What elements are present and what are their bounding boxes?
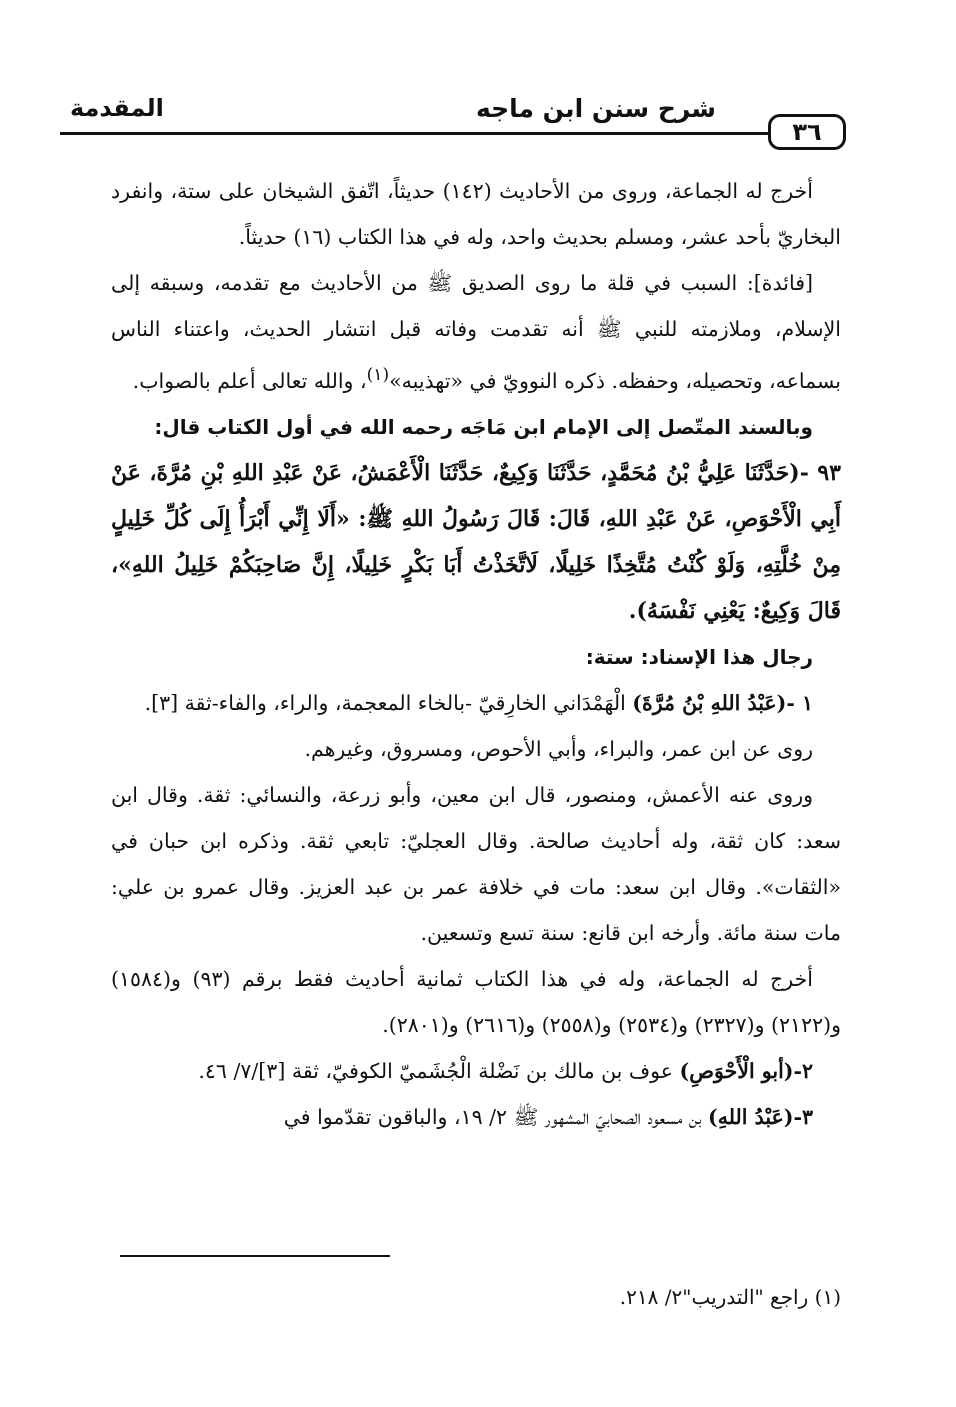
running-header — [60, 92, 846, 152]
section-title: المقدمة — [70, 94, 164, 122]
narrator-1 — [111, 680, 841, 726]
narrator-1-students: وروى عنه الأعمش، ومنصور، قال ابن معين، وأبو زرعة، والنسائي: ثقة. وقال ابن سعد: كان ثقة، وله أحاديث صالحة. وقال العجليّ: تابعي ثقة. وذكره ابن حبان في «الثقات». وقال ابن سعد: مات في خلافة عمر بن عبد العزيز. وقال عمرو بن علي: مات سنة مائة. وأرخه ابن قانع: سنة تسع وتسعين. — [111, 782, 841, 945]
benefit-text: [فائدة]: السبب في قلة ما روى الصديق ﷺ من الأحاديث مع تقدمه، وسبقه إلى الإسلام، وملازمته للنبي ﷺ أنه تقدمت وفاته قبل انتشار الحديث، واعتناء الناس بسماعه، وتحصيله، وحفظه. ذكره النوويّ في «تهذيبه» — [111, 271, 841, 393]
narrator-1-name: ١ -(عَبْدُ اللهِ بْنُ مُرَّةَ) — [632, 690, 813, 715]
narrator-1-hadiths: أخرج له الجماعة، وله في هذا الكتاب ثمانية أحاديث فقط برقم (٩٣) و(١٥٨٤) و(٢١٢٢) و(٢٣٢٧) و(٢٥٣٤) و(٢٥٥٨) و(٢٦١٦) و(٢٨٠١). — [111, 966, 841, 1037]
narrator-1-desc: الْهَمْدَاني الخارِقيّ -بالخاء المعجمة، والراء، والفاء-ثقة [٣]. — [144, 690, 633, 715]
narrator-3 — [111, 1094, 841, 1140]
footnote-rule — [120, 1255, 390, 1257]
benefit-end: ، والله تعالى أعلم بالصواب. — [132, 368, 367, 393]
paragraph-benefit — [111, 260, 841, 404]
footnote: (١) راجع "التدريب"٢/ ٢١٨. — [619, 1285, 841, 1309]
paragraph-hadith-count: أخرج له الجماعة، وروى من الأحاديث (١٤٢) حديثاً، اتّفق الشيخان على ستة، وانفرد البخاريّ بأحد عشر، ومسلم بحديث واحد، وله في هذا الكتاب (١٦) حديثاً. — [111, 179, 841, 249]
narrator-1-teachers: روى عن ابن عمر، والبراء، وأبي الأحوص، ومسروق، وغيرهم. — [304, 736, 813, 761]
footnote-ref[interactable]: (١) — [366, 365, 390, 385]
book-title: شرح سنن ابن ماجه — [475, 94, 716, 123]
page-number: ٣٦ — [768, 114, 846, 150]
isnad-heading: وبالسند المتّصل إلى الإمام ابن مَاجَه رحمه الله في أول الكتاب قال: — [154, 414, 813, 439]
hadith-text: ٩٣ -(حَدَّثَنَا عَلِيُّ بْنُ مُحَمَّدٍ، حَدَّثَنَا وَكِيعٌ، حَدَّثَنَا الْأَعْمَشُ، عَنْ عَبْدِ اللهِ بْنِ مُرَّةَ، عَنْ أَبِي الْأَحْوَصِ، عَنْ عَبْدِ اللهِ، قَالَ: قَالَ رَسُولُ اللهِ ﷺ: «أَلَا إِنِّي أَبْرَأُ إِلَى كُلِّ خَلِيلٍ مِنْ خُلَّتِهِ، وَلَوْ كُنْتُ مُتَّخِذًا خَلِيلًا، لَاتَّخَذْتُ أَبَا بَكْرٍ خَلِيلًا، إِنَّ صَاحِبَكُمْ خَلِيلُ اللهِ»، قَالَ وَكِيعٌ: يَعْنِي نَفْسَهُ). — [111, 459, 841, 624]
narrator-3-name: ٣-(عَبْدُ اللهِ) — [708, 1104, 813, 1129]
narrator-2-name: ٢-(أبو الْأَحْوَصِ) — [679, 1058, 813, 1083]
narrator-2 — [111, 1048, 841, 1094]
narrator-2-desc: عوف بن مالك بن نَضْلة الْجُشَميّ الكوفيّ، ثقة [٣]/٧/ ٤٦. — [198, 1058, 680, 1083]
narrator-3-desc: بن مسعود الصحابيّ المشهور ﷺ ٢/ ١٩، والباقون تقدّموا في — [283, 1104, 709, 1129]
narrators-heading: رجال هذا الإسناد: ستة: — [585, 644, 813, 669]
header-rule — [60, 132, 768, 135]
page-body — [111, 168, 841, 1140]
